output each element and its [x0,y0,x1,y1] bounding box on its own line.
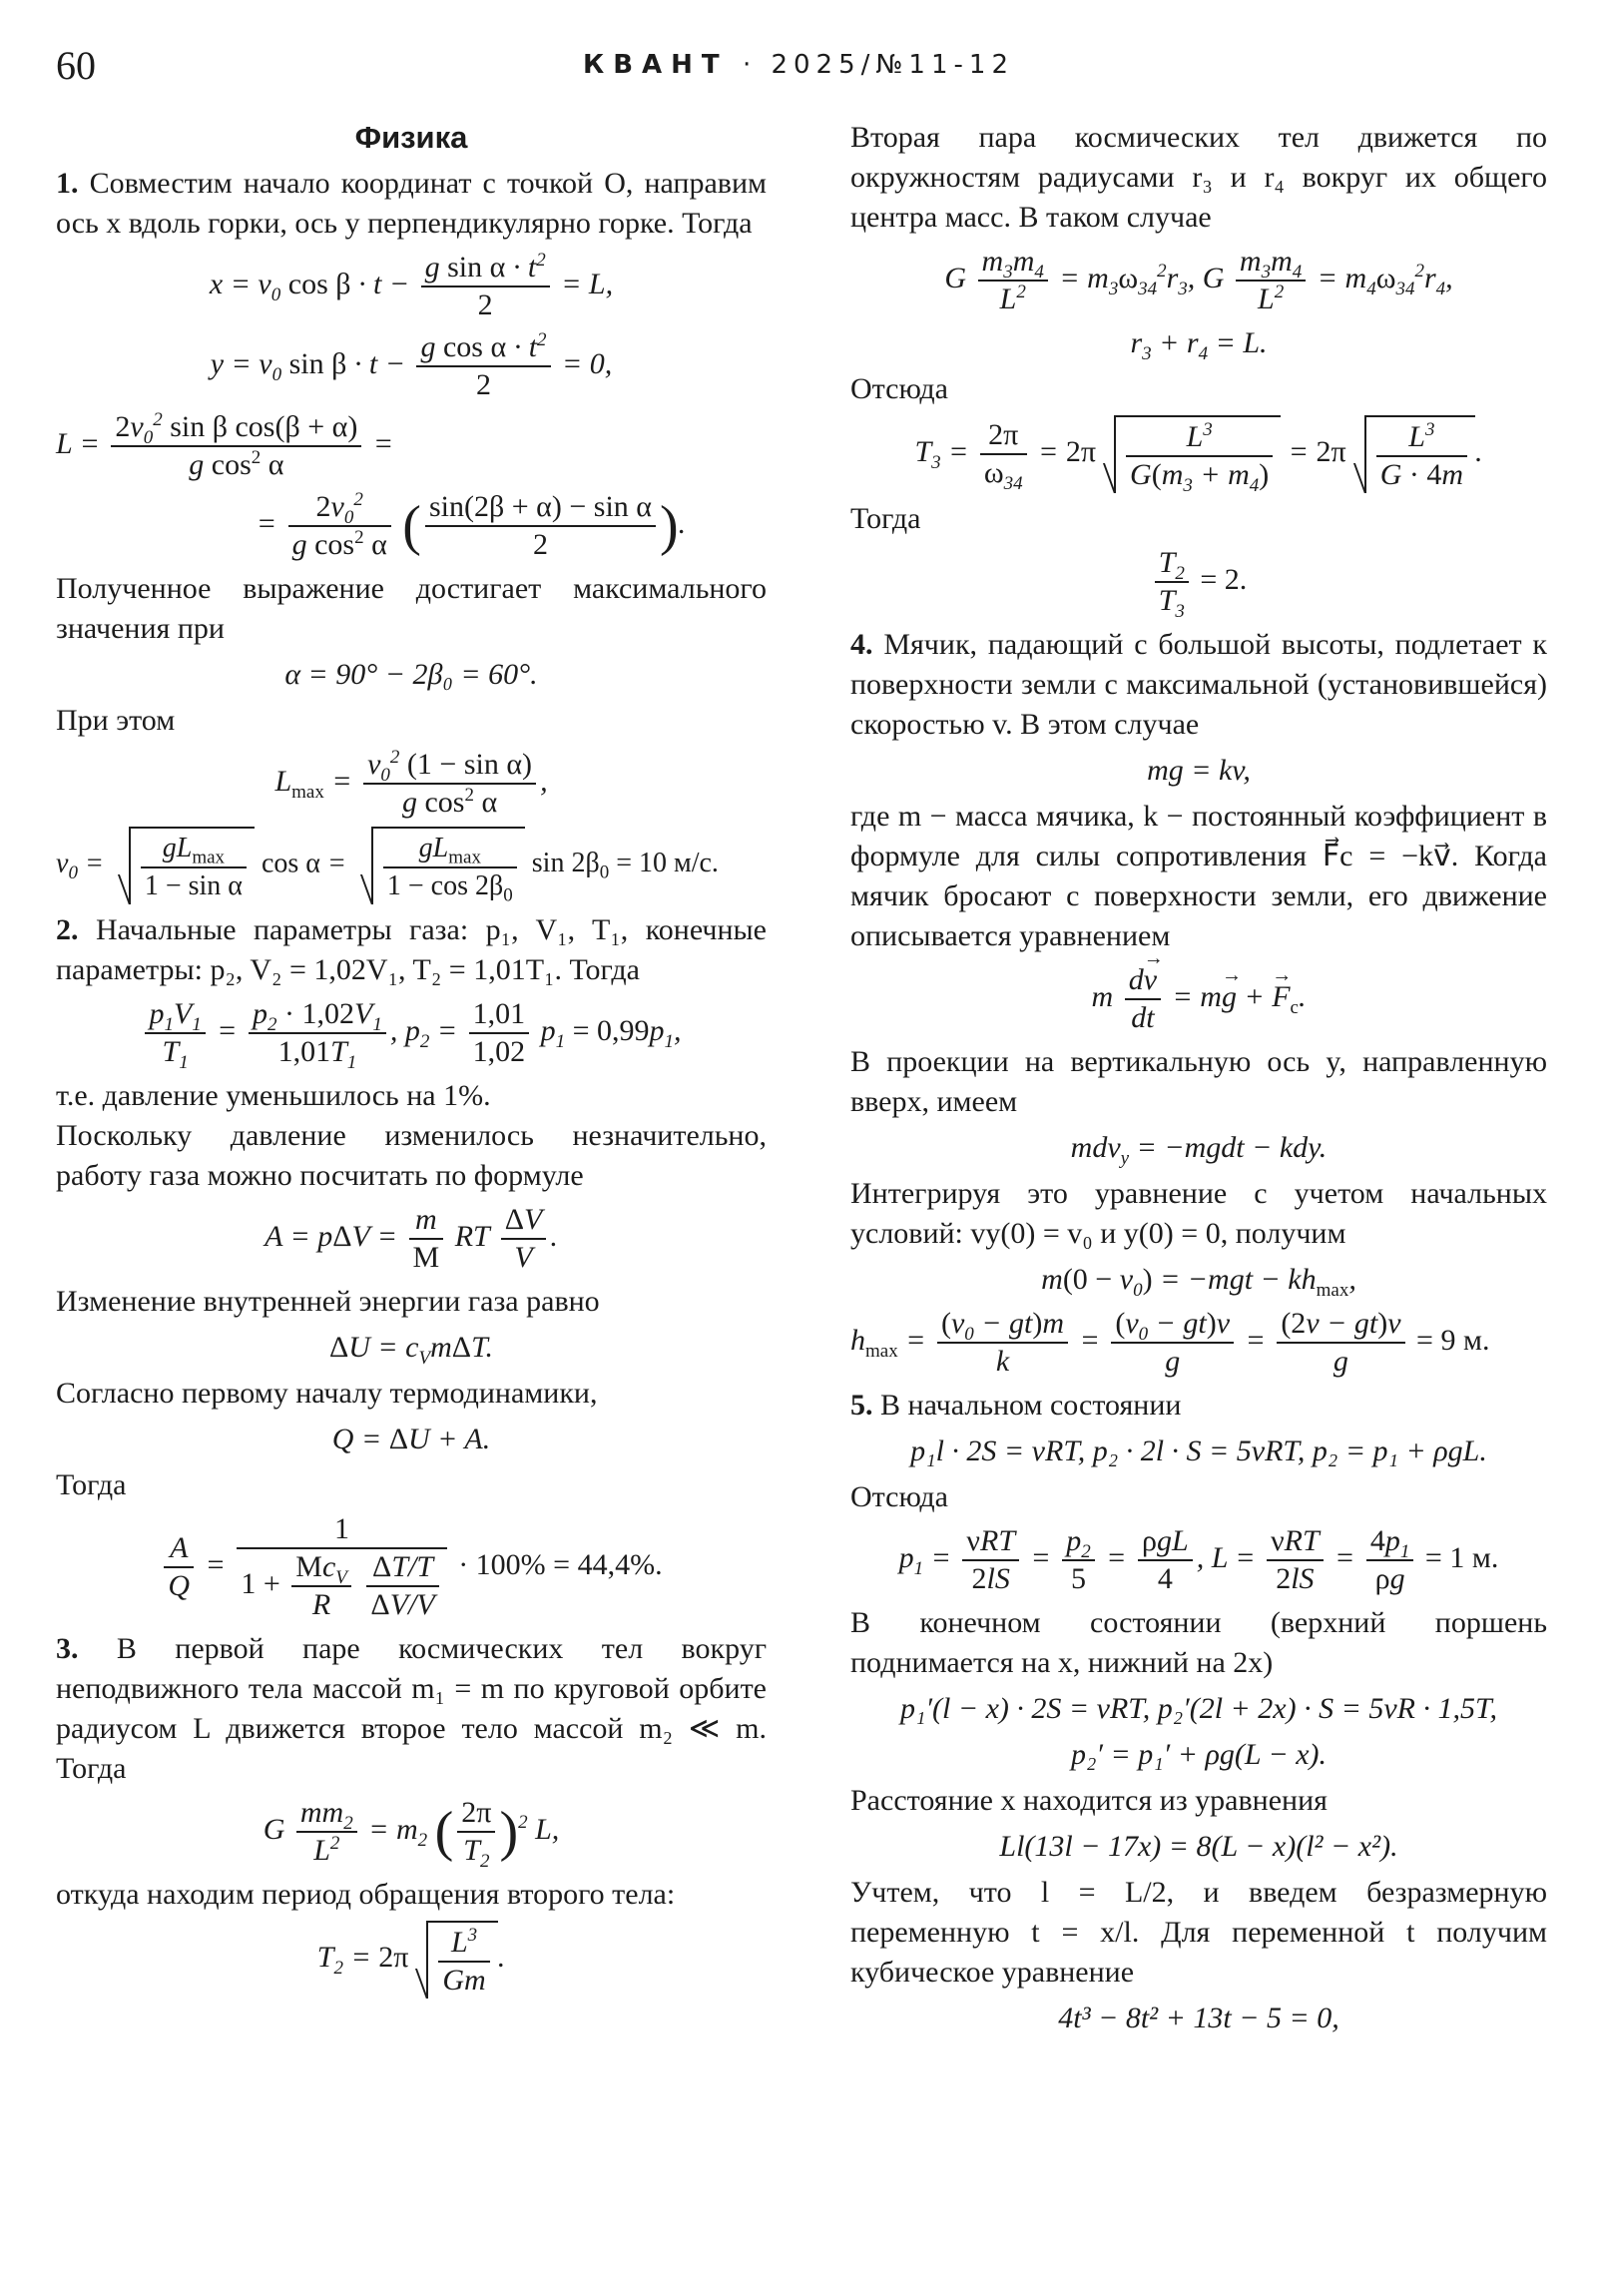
issue-number: · 2025/№11-12 [742,50,1014,80]
p1-eq-x: $x = v_0$ cos β · t − $\frac{g \sin \alpha \cdot t^2}{2}$ = L, [209,250,614,321]
problem-2-text-3: Поскольку давление изменилось незначительно, работу газа можно посчитать по формуле [56,1119,767,1192]
p1-eq-Lmax: $L_{max}$ = $\frac{v_0^2 (1 - \sin \alpha)}{g \cos^2 \alpha}$ , [274,747,548,819]
journal-name: КВАНТ [582,50,729,80]
problem-1-text: 1. Совместим начало координат с точкой O, направим ось x вдоль горки, ось y перпендикулярно горке. Тогда [56,167,768,240]
problem-5-text-3: В конечном состоянии (верхний поршень поднимается на x, нижний на 2x) [850,1606,1547,1679]
problem-2-text: 2. Начальные параметры газа: p₁, V₁, T₁, конечные параметры: p₂, V₂ = 1,02V₁, T₂ = 1,01T₁. Тогда [56,913,767,986]
problem-1-text-2: Полученное выражение достигает максимального значения при [56,572,767,645]
p1-eq-y: $y = v_0$ sin β · t − $\frac{g \cos \alpha \cdot t^2}{2}$ = 0, [210,329,613,401]
problem-3-text-3: Вторая пара космических тел движется по окружностям радиусами r₃ и r₄ вокруг их общего центра масс. В таком случае [850,121,1547,234]
problem-2-text-2: т.е. давление уменьшилось на 1%. [56,1079,491,1112]
p2-eq-4: Q = ΔU + A. [331,1423,491,1455]
p5-eq-3: p₁′(l − x) · 2S = νRT, p₂′(2l + 2x) · S = 5νR · 1,5T, [900,1692,1497,1725]
problem-3-text: 3. В первой паре космических тел вокруг неподвижного тела массой m₁ = m по круговой орбите радиусом L движется второе тело массой m₂ ≪ m. Тогда [56,1632,768,1785]
left-column [56,118,767,2005]
problem-5-text-4: Расстояние x находится из уравнения [850,1784,1328,1817]
p3-eq-2: $T_2 = 2\pi$ $\frac{L^3}{Gm}$ . [56,1921,767,1999]
p5-eq-1: p₁l · 2S = νRT, p₂ · 2l · S = 5νRT, p₂ = p₁ + ρgL. [910,1435,1487,1467]
p4-eq-5: $h_{max}$ = $\frac{(v_0 - gt)m}{k}$ = $\frac{(v_0 - gt)v}{g}$ = $\frac{(2v - gt)v}{g}$ = 9 м. [850,1307,1490,1378]
problem-4-text-3: В проекции на вертикальную ось y, направленную вверх, имеем [850,1045,1547,1118]
p1-eq-L2: = $\frac{2v_0^2}{g \cos^2 \alpha}$ ( $\frac{\text{sin(2β + α) − sin α}}{2}$ ). [256,489,687,561]
p3-eq-6: $\frac{T_2}{T_3}$ = 2. [850,545,1547,619]
p1-eq-alpha: α = 90° − 2β₀ = 60°. [284,658,538,691]
p1-eq-L1: L = $\frac{2v_0^2 \sin \beta \cos(\beta + \alpha)}{g \cos^2 \alpha}$ = [56,409,394,481]
section-title: Физика [354,120,468,155]
problem-2-text-6: Тогда [56,1468,127,1501]
p5-eq-2: $p_1$ = νRT 2lS = $\frac{p_2}{5}$ = ρgL 4 , L = νRT 2lS = $\frac{4p_1}{\rho g}$ = 1 м. [898,1524,1499,1595]
p4-eq-1: mg = kv, [1147,754,1251,787]
running-header [56,50,1541,80]
p4-eq-2: m $\frac{dv \to}{dt}$ = mg → + $F \to_c$. [850,962,1547,1036]
right-column [850,118,1547,2044]
problem-1-text-3: При этом [56,704,176,737]
p3-eq-1: G $\frac{mm_2}{L^2}$ = $m_2$ ( $\frac{2\pi}{T_2}$ )$^2$ L, [263,1796,560,1872]
problem-5-text: 5. В начальном состоянии [850,1389,1182,1422]
page-header [56,42,1541,92]
p2-eq-3: $\Delta U = c_Vm\Delta T$. [328,1331,494,1369]
problem-4-text-2: где m − масса мячика, k − постоянный коэффициент в формуле для силы сопротивления F⃗c = −kv⃗. Когда мячик бросают с поверхности земли, его движение описывается уравнением [850,800,1547,952]
p5-eq-6: 4t³ − 8t² + 13t − 5 = 0, [1058,2002,1339,2034]
p2-eq-5: $\frac{A}{Q}$ = 1 1 + $Mc_V$ R $\frac{\Delta T/T}{\Delta V/V}$ · 100% = 44,4%. [56,1511,767,1623]
problem-5-text-5: Учтем, что l = L/2, и введем безразмерную переменную t = x/l. Для переменной t получим кубическое уравнение [850,1876,1547,1989]
p1-eq-v0: $v_0$ = $gL_{max}$ 1 − sin α cos α = $gL_{max}$ $1 - \cos 2\beta_0$ $\sin 2\beta_0 = 10$ м/с. [56,827,767,904]
p5-eq-5: Ll(13l − 17x) = 8(L − x)(l² − x²). [999,1830,1398,1863]
problem-2-text-4: Изменение внутренней энергии газа равно [56,1285,600,1318]
problem-5-text-2: Отсюда [850,1480,948,1513]
p4-eq-3: mdv$_y$ = −mgdt − kdy. [1070,1131,1328,1169]
problem-4-text: 4. Мячик, падающий с большой высоты, подлетает к поверхности земли с максимальной (установившейся) скоростью v. В этом случае [850,628,1548,741]
problem-3-text-2: откуда находим период обращения второго тела: [56,1878,676,1911]
problem-4-text-4: Интегрируя это уравнение с учетом начальных условий: vy(0) = v₀ и y(0) = 0, получим [850,1177,1547,1250]
p4-eq-4: $m(0 - v_0) = -mgt - kh_{max}$, [1041,1263,1356,1301]
p3-eq-5: $T_3$ = $\frac{2\pi}{\omega_{34}}$ = 2π $\frac{L^3}{G(m_3 + m_4)}$ = 2π $\frac{L^3}{G \cdot 4m}$ . [850,415,1547,493]
p3-eq-4: $r_3 + r_4 = L$. [1130,326,1268,364]
problem-3-text-4: Отсюда [850,372,948,405]
p3-eq-3: G $\frac{m_3m_4}{L^2}$ = $m_3\omega_{34}^2r_3$, G $\frac{m_3m_4}{L^2}$ = $m_4\omega_{34}^2r_4$, [944,245,1453,315]
problem-2-text-5: Согласно первому началу термодинамики, [56,1377,598,1410]
p2-eq-2: A = pΔV = $\frac{m}{M}$ RT $\frac{\Delta V}{V}$ . [265,1203,558,1274]
p5-eq-4: p₂′ = p₁′ + ρg(L − x). [1070,1738,1328,1771]
page-number: 60 [56,43,96,88]
problem-3-text-5: Тогда [850,502,921,535]
p2-eq-1: $\frac{p_1V_1}{T_1}$ = $\frac{p_2 \cdot 1,02V_1}{1,01T_1}$ , $p_2$ = $\frac{1,01}{1,02}$ $p_1 = 0,99p_1$, [56,996,767,1070]
